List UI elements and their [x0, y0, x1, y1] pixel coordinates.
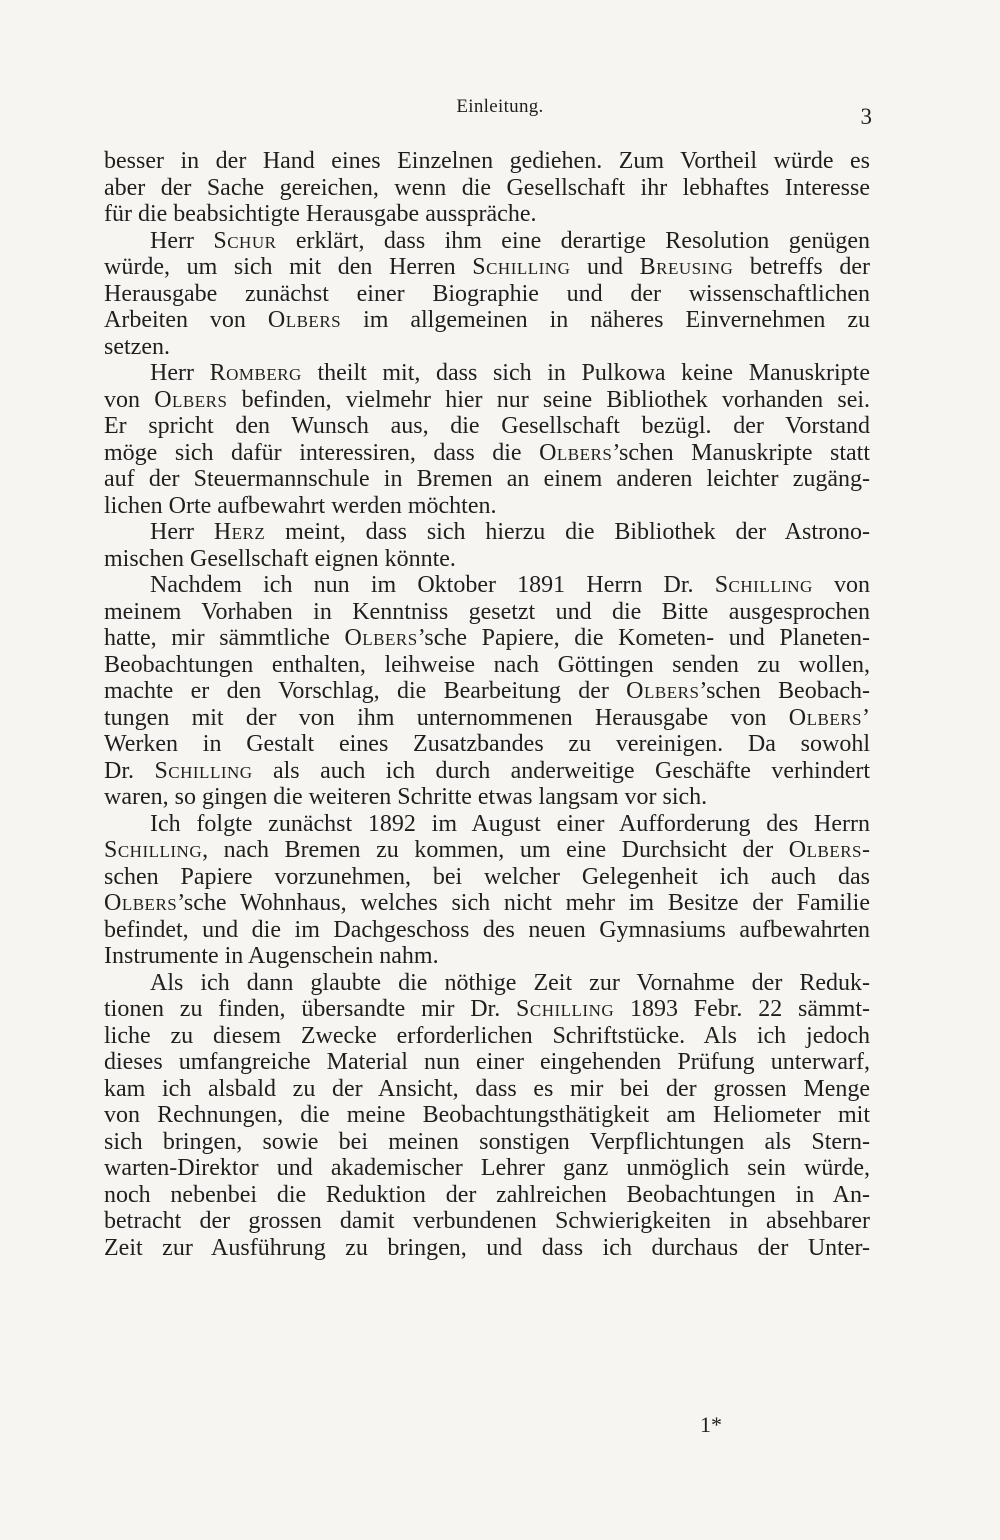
small-caps-name: Romberg	[209, 360, 302, 386]
small-caps-name: Olbers	[539, 439, 613, 466]
text-line: setzen.	[104, 333, 170, 360]
text-line: Herr Romberg theilt mit, dass sich in Pulkowa keine Manuskripte	[150, 360, 870, 386]
text-line: Nachdem ich nun im Oktober 1891 Herrn Dr. Schilling von	[150, 572, 870, 598]
small-caps-name: Olbers	[626, 678, 700, 704]
running-head: Einleitung.	[456, 96, 544, 117]
text-line: für die beabsichtigte Herausgabe ausspräche.	[104, 201, 537, 227]
text-line: Zeit zur Ausführung zu bringen, und dass ich durchaus der Unter-	[104, 1234, 870, 1261]
text-line: waren, so gingen die weiteren Schritte etwas langsam vor sich.	[104, 784, 708, 810]
text-line: Olbers’sche Wohnhaus, welches sich nicht mehr im Besitze der Familie	[104, 890, 870, 916]
text-line: von Olbers befinden, vielmehr hier nur seine Bibliothek vorhanden sei.	[104, 386, 870, 413]
small-caps-name: Schilling	[104, 837, 203, 863]
text-line: lichen Orte aufbewahrt werden möchten.	[104, 492, 497, 519]
text-line: noch nebenbei die Reduktion der zahlreichen Beobachtungen in An-	[104, 1181, 870, 1208]
text-line: tionen zu finden, übersandte mir Dr. Schilling 1893 Febr. 22 sämmt-	[104, 996, 870, 1022]
text-line: hatte, mir sämmtliche Olbers’sche Papiere, die Kometen- und Planeten-	[104, 625, 870, 651]
text-line: Werken in Gestalt eines Zusatzbandes zu vereinigen. Da sowohl	[104, 731, 870, 757]
text-line: sich bringen, sowie bei meinen sonstigen Verpflichtungen als Stern-	[104, 1128, 870, 1155]
small-caps-name: Olbers	[267, 307, 342, 333]
small-caps-name: Olbers	[344, 625, 418, 651]
text-line: machte er den Vorschlag, die Bearbeitung der Olbers’schen Beobach-	[104, 678, 870, 704]
text-line: Arbeiten von Olbers im allgemeinen in näheres Einvernehmen zu	[104, 307, 870, 333]
body-text	[104, 148, 870, 1261]
text-line: Herr Herz meint, dass sich hierzu die Bibliothek der Astrono-	[150, 519, 870, 545]
text-line: dieses umfangreiche Material nun einer eingehenden Prüfung unterwarf,	[104, 1049, 870, 1075]
signature-mark: 1*	[700, 1412, 722, 1437]
text-line: Ich folgte zunächst 1892 im August einer Aufforderung des Herrn	[150, 810, 870, 837]
text-line: Als ich dann glaubte die nöthige Zeit zur Vornahme der Reduk-	[150, 969, 870, 996]
text-line: tungen mit der von ihm unternommenen Herausgabe von Olbers’	[104, 704, 870, 731]
text-line: mischen Gesellschaft eignen könnte.	[104, 545, 456, 572]
text-line: besser in der Hand eines Einzelnen gediehen. Zum Vortheil würde es	[104, 148, 870, 174]
text-line: auf der Steuermannschule in Bremen an einem anderen leichter zugäng-	[104, 466, 870, 492]
small-caps-name: Olbers	[104, 890, 178, 916]
text-line: Schilling, nach Bremen zu kommen, um eine Durchsicht der Olbers-	[104, 837, 870, 863]
text-line: Herr Schur erklärt, dass ihm eine derartige Resolution genügen	[150, 227, 870, 254]
text-line: aber der Sache gereichen, wenn die Gesellschaft ihr lebhaftes Interesse	[104, 174, 870, 201]
text-line: möge sich dafür interessiren, dass die Olbers’schen Manuskripte statt	[104, 439, 870, 466]
small-caps-name: Schilling	[472, 254, 571, 280]
text-line: Instrumente in Augenschein nahm.	[104, 943, 439, 969]
text-line: Er spricht den Wunsch aus, die Gesellschaft bezügl. der Vorstand	[104, 413, 870, 439]
text-line: schen Papiere vorzunehmen, bei welcher Gelegenheit ich auch das	[104, 863, 870, 890]
small-caps-name: Schilling	[714, 572, 813, 598]
small-caps-name: Olbers	[788, 837, 862, 863]
small-caps-name: Breusing	[639, 254, 734, 280]
small-caps-name: Olbers	[788, 704, 862, 731]
text-line: Dr. Schilling als auch ich durch anderweitige Geschäfte verhindert	[104, 757, 870, 784]
small-caps-name: Schilling	[154, 757, 253, 784]
text-line: kam ich alsbald zu der Ansicht, dass es mir bei der grossen Menge	[104, 1075, 870, 1102]
text-line: befindet, und die im Dachgeschoss des neuen Gymnasiums aufbewahrten	[104, 916, 870, 943]
text-line: von Rechnungen, die meine Beobachtungsthätigkeit am Heliometer mit	[104, 1102, 870, 1128]
small-caps-name: Olbers	[154, 386, 228, 413]
text-line: meinem Vorhaben in Kenntniss gesetzt und die Bitte ausgesprochen	[104, 598, 870, 625]
text-line: Beobachtungen enthalten, leihweise nach Göttingen senden zu wollen,	[104, 651, 870, 678]
text-line: warten-Direktor und akademischer Lehrer ganz unmöglich sein würde,	[104, 1155, 870, 1181]
small-caps-name: Schur	[213, 227, 277, 254]
small-caps-name: Schilling	[516, 996, 615, 1022]
page-number: 3	[860, 104, 872, 129]
small-caps-name: Herz	[213, 519, 266, 545]
text-line: würde, um sich mit den Herren Schilling und Breusing betreffs der	[104, 254, 870, 280]
text-line: betracht der grossen damit verbundenen Schwierigkeiten in absehbarer	[104, 1208, 870, 1234]
text-line: liche zu diesem Zwecke erforderlichen Schriftstücke. Als ich jedoch	[104, 1022, 870, 1049]
text-line: Herausgabe zunächst einer Biographie und der wissenschaftlichen	[104, 280, 870, 307]
